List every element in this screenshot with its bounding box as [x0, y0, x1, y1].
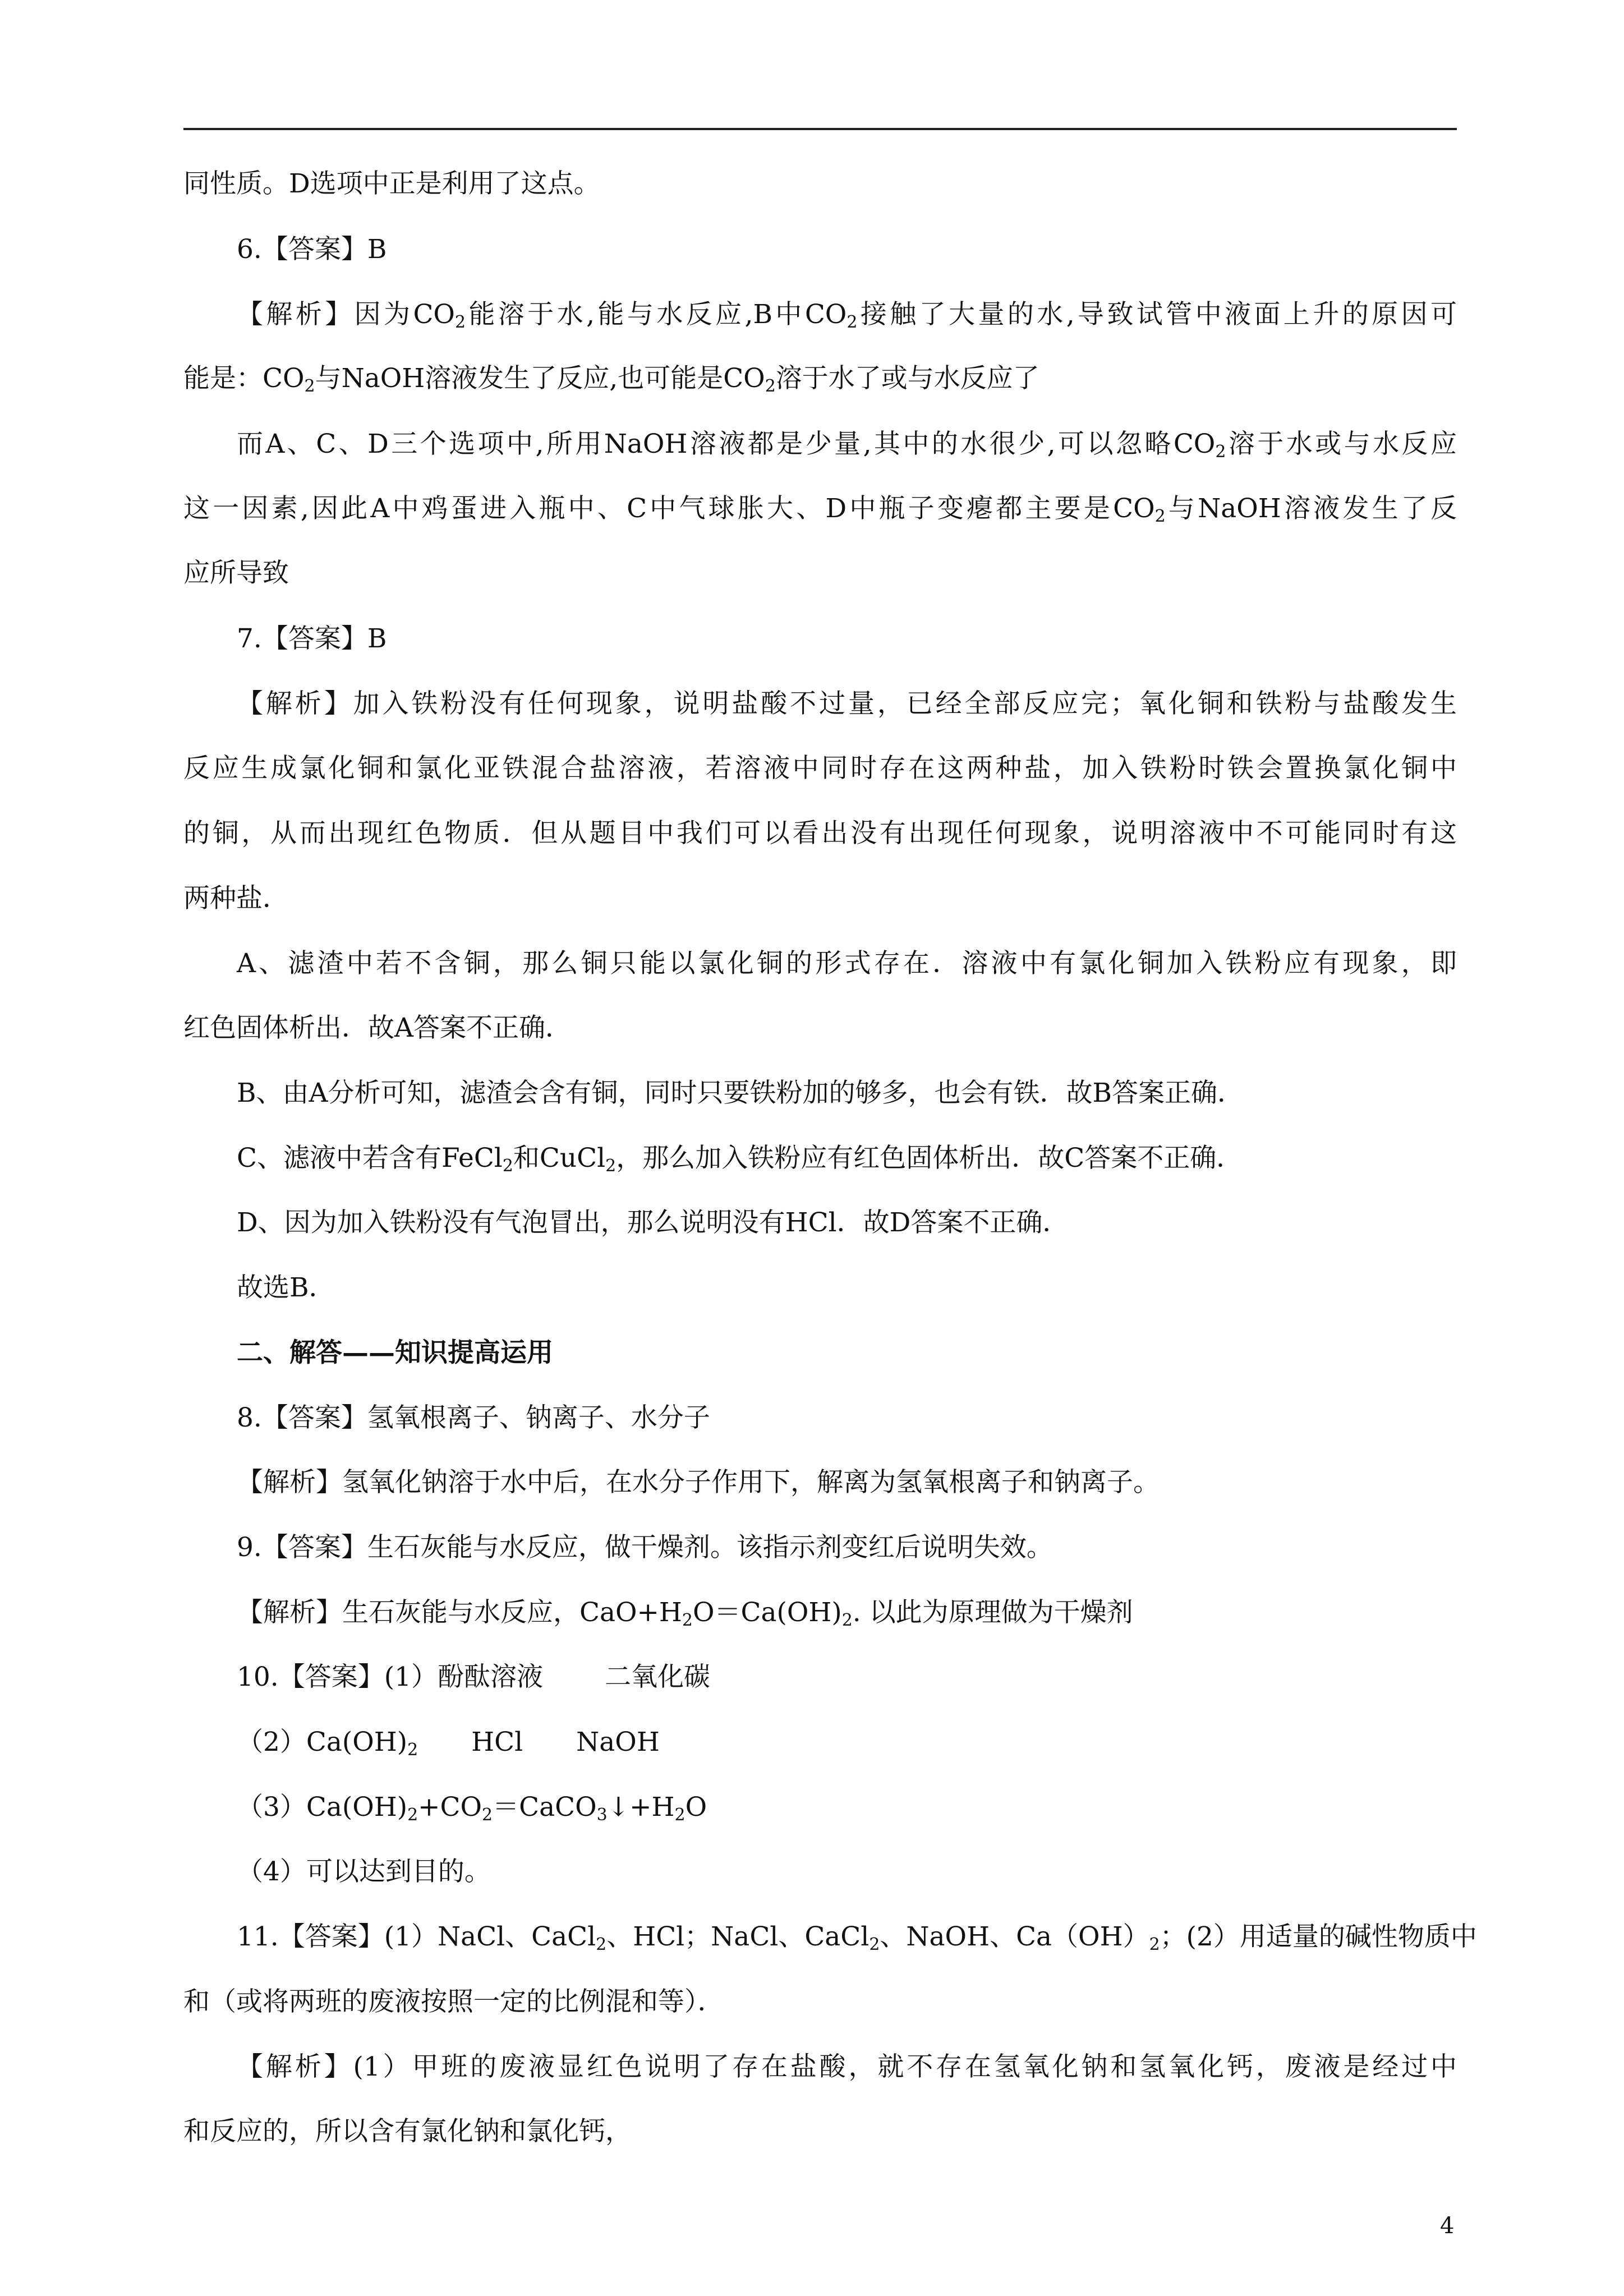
page-number: 4: [1440, 2213, 1455, 2239]
analysis-6-line-5: 应所导致: [183, 558, 289, 588]
analysis-8: 【解析】氢氧化钠溶于水中后，在水分子作用下，解离为氢氧根离子和钠离子。: [237, 1467, 1160, 1498]
analysis-6-line-3: 而A、C、D三个选项中,所用NaOH溶液都是少量,其中的水很少,可以忽略$CO_2$溶于水或与水反应: [237, 429, 1457, 462]
analysis-11-line-2: 和反应的，所以含有氯化钠和氯化钙，: [183, 2116, 632, 2147]
analysis-6-line-2: 能是：$CO_2$与NaOH溶液发生了反应,也可能是$CO_2$溶于水了或与水反应了: [183, 363, 1039, 396]
option-d: D、因为加入铁粉没有气泡冒出，那么说明没有HCl．故D答案不正确．: [237, 1207, 1069, 1238]
answer-10-part-3: $(3)Ca(OH)_2+CO_2=CaCO_3↓+H_2O$: [237, 1792, 707, 1825]
answer-10-part-4: （4）可以达到目的。: [237, 1856, 491, 1887]
choice-conclusion: 故选B．: [237, 1272, 335, 1303]
analysis-6-line-1: 【解析】因为$CO_2$能溶于水,能与水反应,B中$CO_2$接触了大量的水,导致试管中液面上升的原因可: [237, 299, 1457, 332]
analysis-7-line-2: 反应生成氯化铜和氯化亚铁混合盐溶液，若溶液中同时存在这两种盐，加入铁粉时铁会置换氯化铜中: [183, 753, 1457, 784]
analysis-11-line-1: 【解析】(1）甲班的废液显红色说明了存在盐酸，就不存在氢氧化钠和氢氧化钙，废液是经过中: [237, 2051, 1457, 2082]
section-heading: 二、解答——知识提高运用: [237, 1337, 553, 1368]
answer-8: 8.【答案】氢氧根离子、钠离子、水分子: [237, 1402, 710, 1433]
option-b: B、由A分析可知，滤渣会含有铜，同时只要铁粉加的够多，也会有铁．故B答案正确．: [237, 1078, 1244, 1108]
answer-6: 6.【答案】B: [237, 234, 387, 265]
analysis-6-line-4: 这一因素,因此A中鸡蛋进入瓶中、C中气球胀大、D中瓶子变瘪都主要是$CO_2$与NaOH溶液发生了反: [183, 493, 1457, 526]
header-rule: [183, 128, 1457, 130]
answer-9: 9.【答案】生石灰能与水反应，做干燥剂。该指示剂变红后说明失效。: [237, 1532, 1053, 1563]
answer-11-line-1: 11.【答案】(1）NaCl、CaCl$_2$、HCl；NaCl、CaCl$_2$、NaOH、$Ca(OH)_2$；(2）用适量的碱性物质中: [237, 1921, 1477, 1954]
analysis-9: 【解析】生石灰能与水反应，$CaO+H_2O=Ca(OH)_2$. 以此为原理做为干燥剂: [237, 1597, 1133, 1630]
option-a-line-1: A、滤渣中若不含铜，那么铜只能以氯化铜的形式存在．溶液中有氯化铜加入铁粉应有现象，即: [237, 948, 1457, 979]
answer-7: 7.【答案】B: [237, 623, 387, 654]
analysis-7-line-1: 【解析】加入铁粉没有任何现象，说明盐酸不过量，已经全部反应完；氧化铜和铁粉与盐酸发生: [237, 688, 1457, 719]
text-line: 同性质。D选项中正是利用了这点。: [183, 168, 600, 199]
answer-11-line-2: 和（或将两班的废液按照一定的比例混和等）．: [183, 1986, 724, 2017]
option-a-line-2: 红色固体析出．故A答案不正确．: [183, 1013, 572, 1043]
answer-10-part-1: 10.【答案】(1）酚酞溶液 二氧化碳: [237, 1662, 710, 1692]
analysis-7-line-4: 两种盐．: [183, 883, 289, 914]
option-c: C、滤液中若含有FeCl$_2$和CuCl$_2$，那么加入铁粉应有红色固体析出．故C答案不正确．: [237, 1143, 1243, 1176]
analysis-7-line-3: 的铜，从而出现红色物质．但从题目中我们可以看出没有出现任何现象，说明溶液中不可能同时有这: [183, 818, 1457, 849]
answer-10-part-2: $(2)Ca(OH)_2$ HCl NaOH: [237, 1727, 660, 1760]
